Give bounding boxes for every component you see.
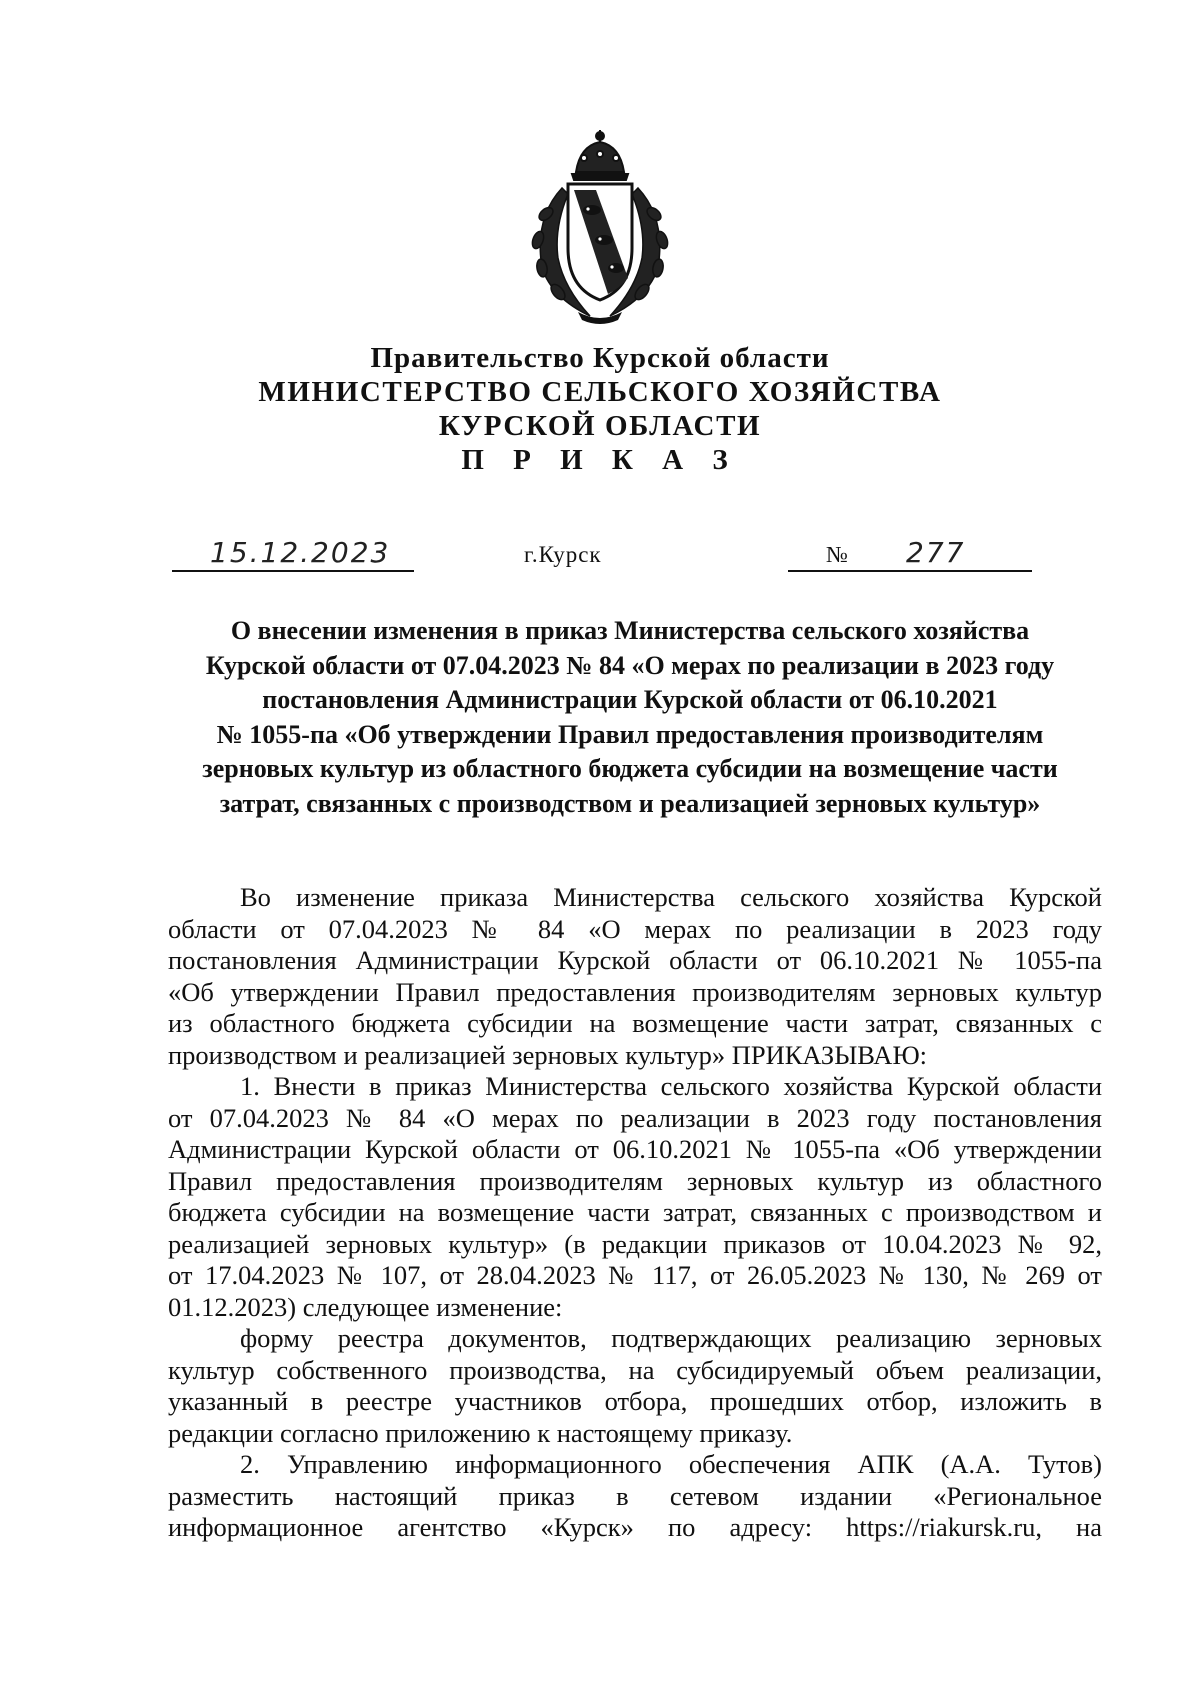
document-type: П Р И К А З [461, 444, 739, 476]
government-title: Правительство Курской области [370, 342, 830, 374]
body-line: бюджета субсидии на возмещение части затрат, связанных с производством и [168, 1197, 1102, 1227]
subject-line: Курской области от 07.04.2023 № 84 «О мерах по реализации в 2023 году [205, 650, 1055, 680]
body-line: реализацией зерновых культур» (в редакции приказов от 10.04.2023 № 92, [168, 1228, 1102, 1259]
body-line: информационное агентство «Курск» по адресу: https://riakursk.ru, на [168, 1512, 1102, 1542]
body-line: 01.12.2023) следующее изменение: [168, 1291, 563, 1322]
body-line: от 07.04.2023 № 84 «О мерах по реализации в 2023 году постановления [168, 1102, 1102, 1133]
body-line: 1. Внести в приказ Министерства сельского хозяйства Курской области [240, 1071, 1102, 1101]
item-2-paragraph [168, 1449, 1102, 1544]
body-line: из областного бюджета субсидии на возмещение части затрат, связанных с [168, 1008, 1102, 1038]
subject-line: № 1055-па «Об утверждении Правил предоставления производителям [216, 719, 1044, 749]
body-line: указанный в реестре участников отбора, прошедших отбор, изложить в [168, 1386, 1102, 1416]
body-line: «Об утверждении Правил предоставления производителям зерновых культур [168, 976, 1102, 1007]
kursk-coat-of-arms-icon [524, 128, 676, 326]
body-line: редакции согласно приложению к настоящему приказу. [168, 1417, 793, 1448]
body-line: разместить настоящий приказ в сетевом издании «Региональное [168, 1480, 1102, 1511]
order-subject [160, 614, 1100, 822]
ministry-title-line1: МИНИСТЕРСТВО СЕЛЬСКОГО ХОЗЯЙСТВА [258, 376, 942, 408]
body-line: Правил предоставления производителям зерновых культур из областного [168, 1165, 1102, 1196]
body-line: Во изменение приказа Министерства сельского хозяйства Курской [240, 882, 1102, 912]
handwritten-date: 15.12.2023 [210, 536, 391, 569]
handwritten-number: 277 [906, 536, 966, 569]
ministry-title-line2: КУРСКОЙ ОБЛАСТИ [438, 410, 762, 442]
order-body [168, 882, 1102, 1544]
preamble-paragraph [168, 882, 1102, 1071]
subject-line: зерновых культур из областного бюджета субсидии на возмещение части [202, 754, 1058, 784]
body-line: постановления Администрации Курской области от 06.10.2021 № 1055-па [168, 945, 1102, 975]
body-line: Администрации Курской области от 06.10.2021 № 1055-па «Об утверждении [168, 1134, 1102, 1164]
city-label: г.Курск [524, 542, 602, 567]
body-line: производством и реализацией зерновых культур» ПРИКАЗЫВАЮ: [168, 1039, 928, 1070]
date-underline [172, 570, 414, 572]
date-number-line [0, 536, 1200, 576]
subject-line: О внесении изменения в приказ Министерства сельского хозяйства [230, 616, 1030, 645]
number-sign: № [826, 542, 848, 567]
body-line: культур собственного производства, на субсидируемый объем реализации, [168, 1354, 1102, 1385]
subject-line: постановления Администрации Курской области от 06.10.2021 [262, 685, 998, 715]
number-underline [788, 570, 1032, 572]
body-line: форму реестра документов, подтверждающих реализацию зерновых [240, 1323, 1102, 1353]
body-line: области от 07.04.2023 № 84 «О мерах по реализации в 2023 году [168, 913, 1102, 944]
body-line: от 17.04.2023 № 107, от 28.04.2023 № 117, от 26.05.2023 № 130, № 269 от [168, 1260, 1102, 1290]
body-line: 2. Управлению информационного обеспечения АПК (А.А. Тутов) [240, 1449, 1102, 1479]
item-1-subparagraph [168, 1323, 1102, 1449]
item-1-paragraph [168, 1071, 1102, 1323]
subject-line: затрат, связанных с производством и реализацией зерновых культур» [219, 788, 1041, 818]
